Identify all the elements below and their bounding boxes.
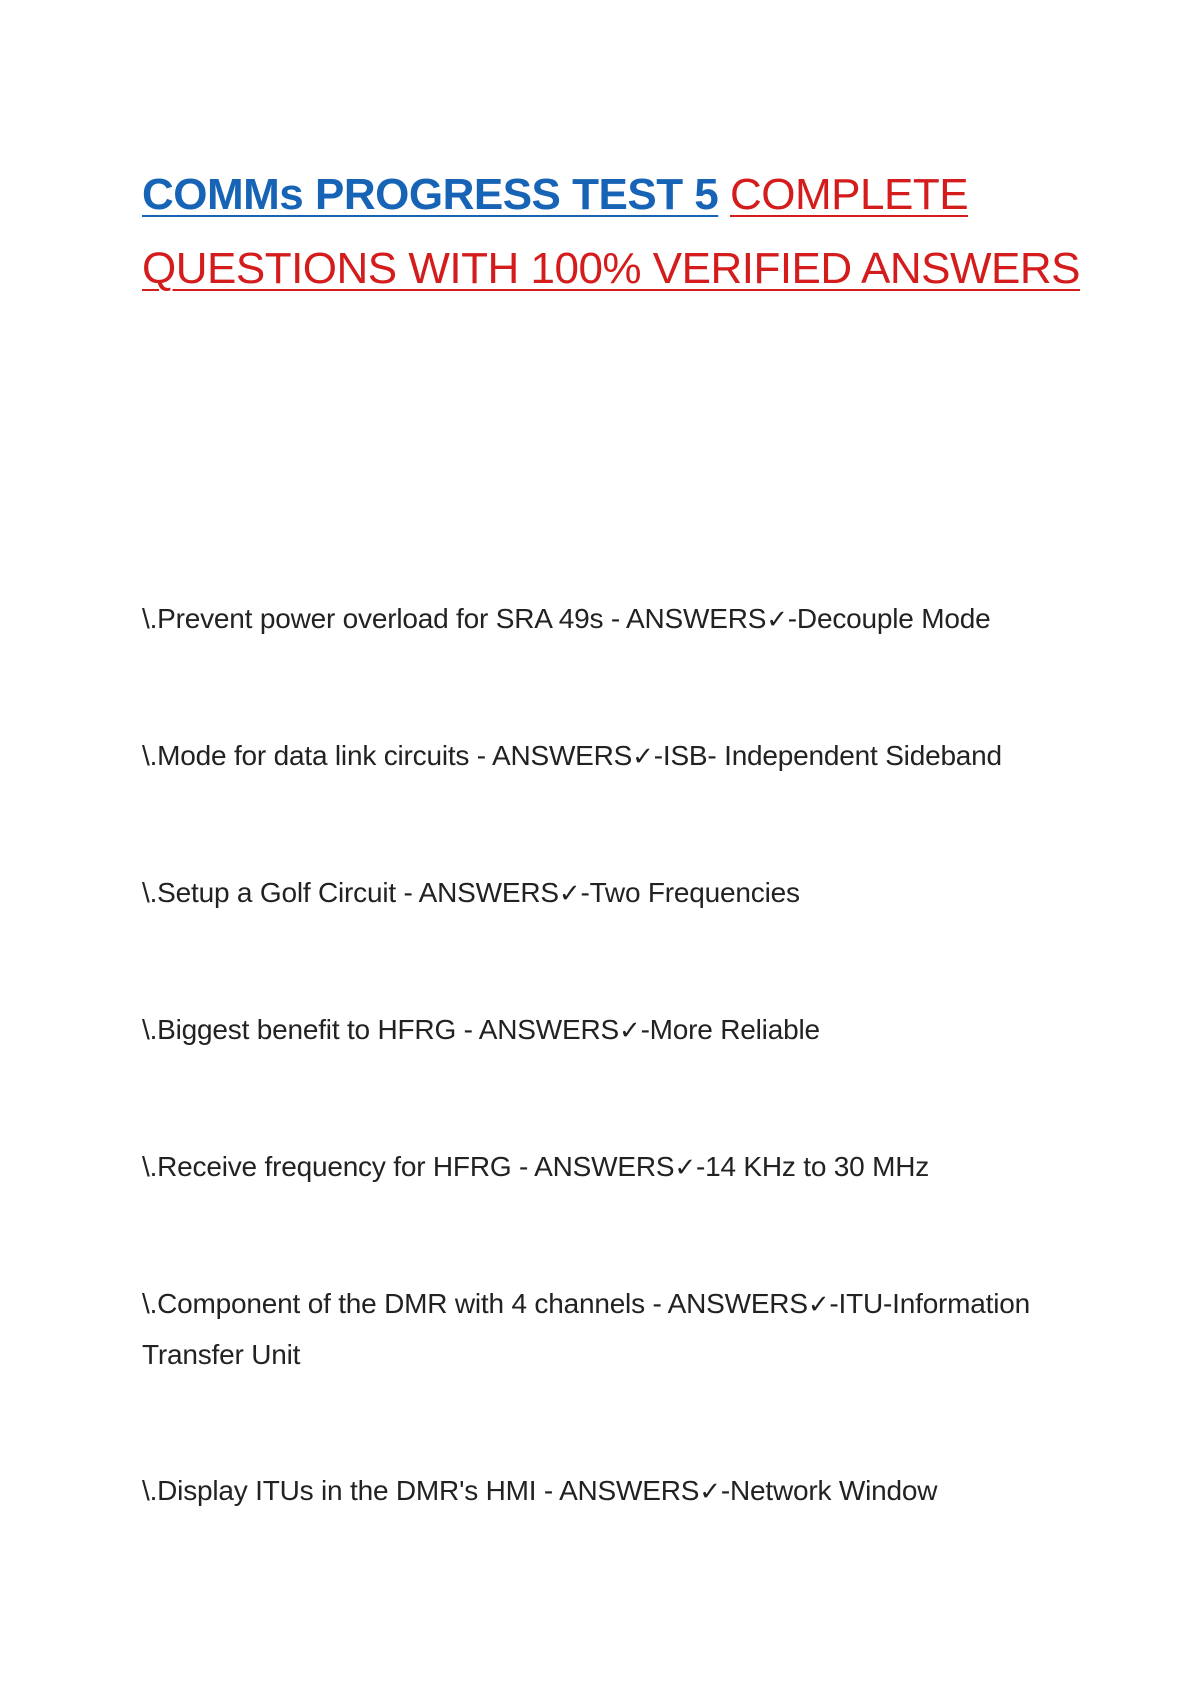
check-icon: ✓ (674, 1153, 696, 1183)
question-text: \.Display ITUs in the DMR's HMI - (142, 1475, 560, 1506)
answer-marker: ANSWERS (418, 877, 559, 908)
qa-item (142, 868, 1082, 919)
answer-text: -14 KHz to 30 MHz (695, 1151, 930, 1182)
answer-text: -Network Window (720, 1475, 938, 1506)
answer-text: -Decouple Mode (787, 603, 991, 634)
check-icon: ✓ (618, 1016, 641, 1046)
answer-text: -ITU-Information Transfer Unit (142, 1288, 1031, 1370)
answer-text: -ISB- Independent Sideband (653, 740, 1002, 771)
answer-marker: ANSWERS (667, 1288, 808, 1319)
qa-item (142, 594, 1082, 645)
answer-text: -More Reliable (640, 1014, 820, 1045)
question-text: \.Mode for data link circuits - (142, 740, 492, 771)
qa-item (142, 1466, 1082, 1517)
document-title (142, 158, 1102, 306)
check-icon: ✓ (766, 605, 788, 635)
check-icon: ✓ (558, 879, 581, 909)
question-text: \.Biggest benefit to HFRG - (142, 1014, 479, 1045)
qa-item (142, 1279, 1082, 1380)
qa-list (142, 594, 1082, 1603)
check-icon: ✓ (807, 1290, 830, 1320)
question-text: \.Setup a Golf Circuit - (142, 877, 419, 908)
answer-marker: ANSWERS (626, 603, 767, 634)
question-text: \.Receive frequency for HFRG - (142, 1151, 535, 1182)
answer-marker: ANSWERS (491, 740, 633, 771)
title-primary: COMMs PROGRESS TEST 5 (142, 170, 719, 219)
title-secondary: COMPLETE QUESTIONS WITH 100% VERIFIED ANSWERS (142, 170, 1080, 293)
question-text: \.Prevent power overload for SRA 49s - (142, 603, 627, 634)
check-icon: ✓ (632, 742, 654, 772)
qa-item (142, 1005, 1082, 1056)
check-icon: ✓ (699, 1477, 721, 1507)
answer-marker: ANSWERS (559, 1475, 700, 1506)
answer-marker: ANSWERS (478, 1014, 619, 1045)
answer-marker: ANSWERS (534, 1151, 675, 1182)
question-text: \.Component of the DMR with 4 channels - (142, 1288, 668, 1319)
qa-item (142, 731, 1082, 782)
qa-item (142, 1142, 1082, 1193)
answer-text: -Two Frequencies (580, 877, 800, 908)
